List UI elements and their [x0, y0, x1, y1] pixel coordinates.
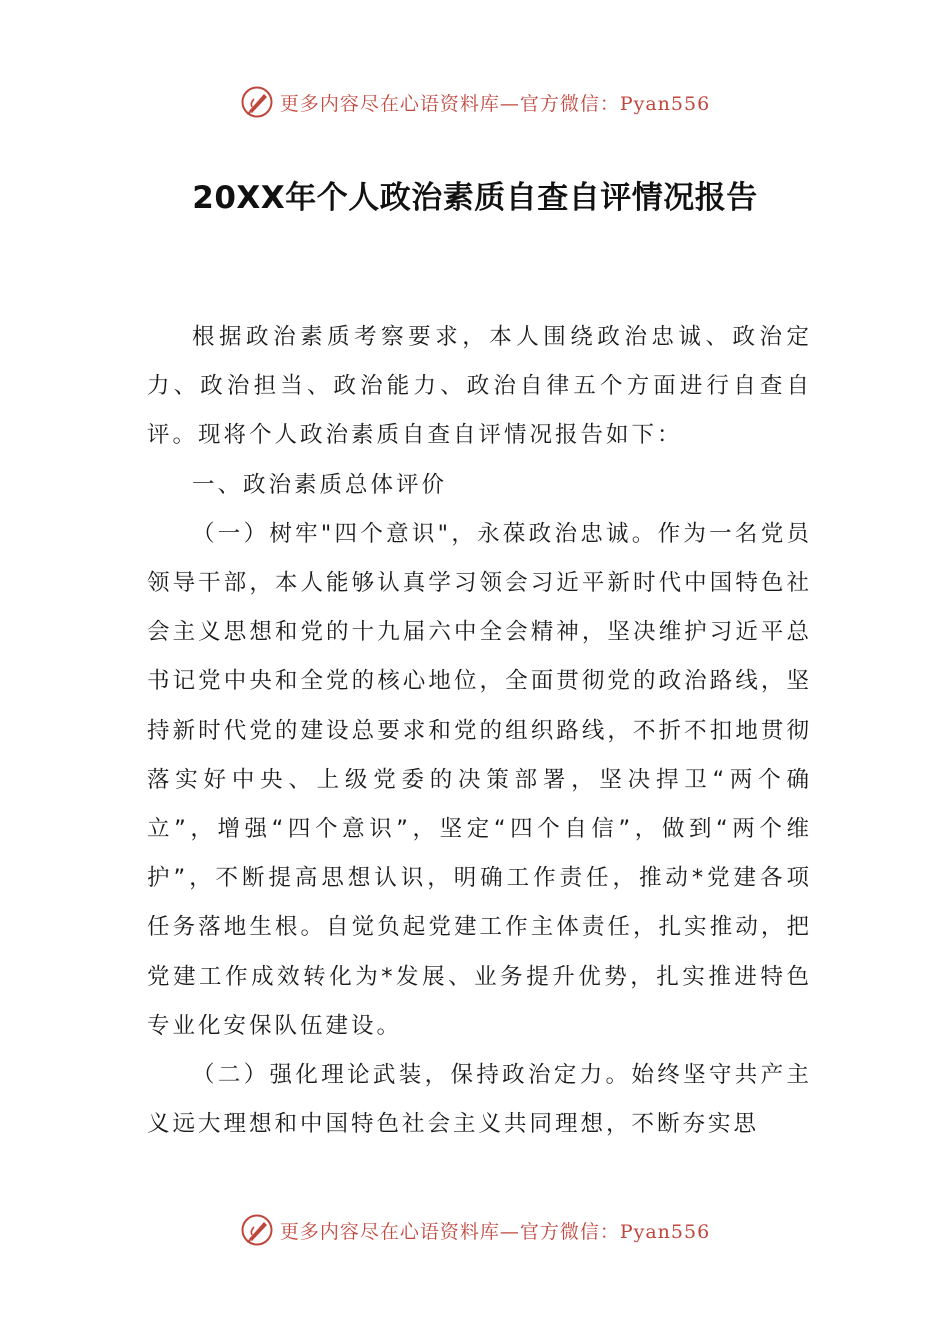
quill-pen-logo-icon	[240, 85, 274, 119]
banner-text: 更多内容尽在心语资料库—官方微信：Pyan556	[279, 92, 711, 115]
footer-banner	[0, 1210, 950, 1250]
banner-text: 更多内容尽在心语资料库—官方微信：Pyan556	[279, 1220, 711, 1243]
paragraph: 根据政治素质考察要求，本人围绕政治忠诚、政治定力、政治担当、政治能力、政治自律五个方面进行自查自评。现将个人政治素质自查自评情况报告如下：	[147, 324, 812, 449]
paragraph: （一）树牢"四个意识"，永葆政治忠诚。作为一名党员领导干部，本人能够认真学习领会习近平新时代中国特色社会主义思想和党的十九届六中全会精神，坚决维护习近平总书记党中央和全党的核心地位，全面贯彻党的政治路线，坚持新时代党的建设总要求和党的组织路线，不折不扣地贯彻落实好中央、上级党委的决策部署，坚决捍卫“两个确立”，增强“四个意识”，坚定“四个自信”，做到“两个维护”，不断提高思想认识，明确工作责任，推动*党建各项任务落地生根。自觉负起党建工作主体责任，扎实推动，把党建工作成效转化为*发展、业务提升优势，扎实推进特色专业化安保队伍建设。	[147, 520, 812, 1039]
section-heading: 一、政治素质总体评价	[192, 471, 448, 498]
quill-pen-logo-icon	[240, 1213, 274, 1247]
paragraph: （二）强化理论武装，保持政治定力。始终坚守共产主义远大理想和中国特色社会主义共同理想，不断夯实思	[147, 1062, 812, 1138]
document-body	[147, 313, 812, 1149]
document-title: 20XX年个人政治素质自查自评情况报告	[192, 180, 758, 216]
header-banner	[0, 82, 950, 122]
